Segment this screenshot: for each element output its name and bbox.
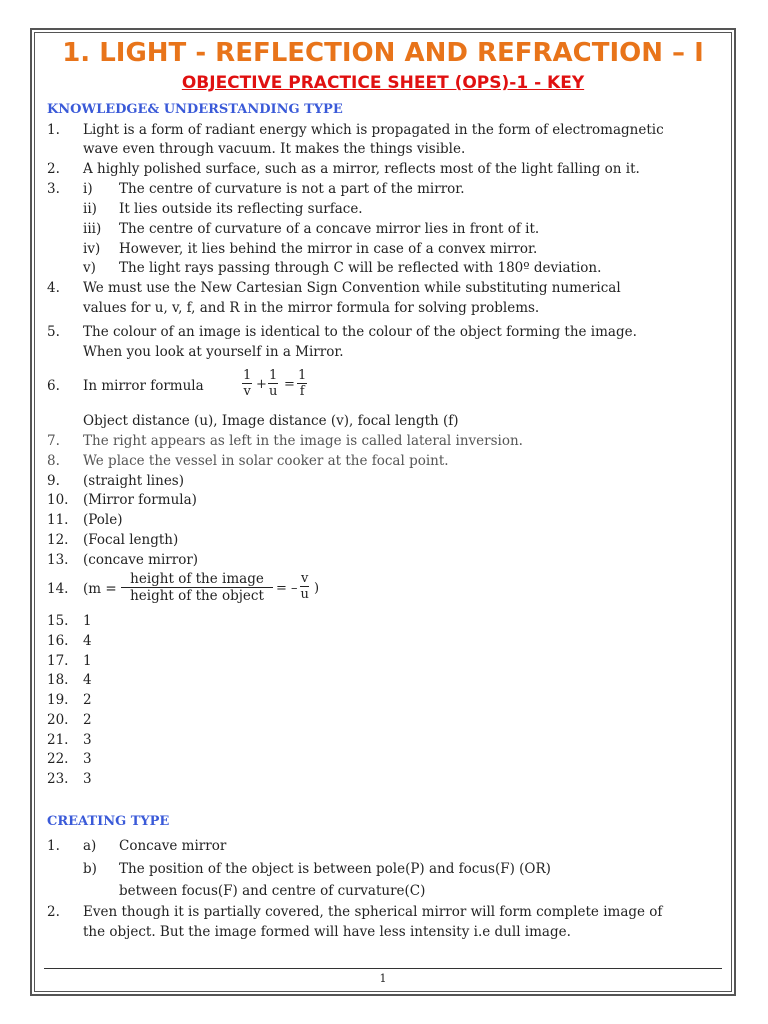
item-number: 4. xyxy=(47,280,60,296)
item-number: 18. xyxy=(47,672,69,688)
sub-item-text: However, it lies behind the mirror in case of a convex mirror. xyxy=(119,241,538,257)
sub-item-text: The position of the object is between pole(P) and focus(F) (OR) xyxy=(119,861,551,877)
sub-item-marker: iv) xyxy=(83,241,101,257)
fraction-denominator: f xyxy=(299,384,305,399)
item-text: 3 xyxy=(83,732,92,748)
item-number: 5. xyxy=(47,324,60,340)
fraction-denominator: u xyxy=(268,384,278,399)
item-text: 4 xyxy=(83,672,92,688)
item-text: the object. But the image formed will have less intensity i.e dull image. xyxy=(83,924,571,940)
formula-fraction xyxy=(242,368,252,399)
item-text: 1 xyxy=(83,613,92,629)
sub-item-marker: ii) xyxy=(83,201,97,217)
item-number: 22. xyxy=(47,751,69,767)
item-text: 1 xyxy=(83,653,92,669)
item-text: (Mirror formula) xyxy=(83,492,197,508)
item-number: 8. xyxy=(47,453,60,469)
page-subtitle: OBJECTIVE PRACTICE SHEET (OPS)-1 - KEY xyxy=(181,73,585,93)
formula-fraction xyxy=(297,368,307,399)
formula-operator: = xyxy=(284,377,295,392)
sub-item-text: The light rays passing through C will be reflected with 180º deviation. xyxy=(119,260,602,276)
page-title: 1. LIGHT - REFLECTION AND REFRACTION – I xyxy=(62,38,704,68)
item-number: 1. xyxy=(47,122,60,138)
item-text: (straight lines) xyxy=(83,473,185,489)
item-number: 11. xyxy=(47,512,69,528)
item-text: In mirror formula xyxy=(83,378,204,394)
item-text: Even though it is partially covered, the spherical mirror will form complete image of xyxy=(83,904,663,920)
item-number: 21. xyxy=(47,732,69,748)
formula-fraction xyxy=(268,368,278,399)
item-text: The colour of an image is identical to the colour of the object forming the image. xyxy=(83,324,637,340)
item-text: When you look at yourself in a Mirror. xyxy=(83,344,344,360)
item-number: 19. xyxy=(47,692,69,708)
item-number: 20. xyxy=(47,712,69,728)
formula-fraction xyxy=(300,571,309,602)
formula-operator: + xyxy=(256,377,267,392)
item-text: The right appears as left in the image is called lateral inversion. xyxy=(83,433,523,449)
item-number: 16. xyxy=(47,633,69,649)
sub-item-text: The centre of curvature is not a part of the mirror. xyxy=(119,181,465,197)
item-text: 2 xyxy=(83,712,92,728)
item-number: 3. xyxy=(47,181,60,197)
sub-item-text: It lies outside its reflecting surface. xyxy=(119,201,363,217)
item-text: A highly polished surface, such as a mirror, reflects most of the light falling on it. xyxy=(83,161,640,177)
formula-operator: = – xyxy=(276,581,298,596)
item-number: 14. xyxy=(47,581,69,597)
fraction-numerator: height of the image xyxy=(121,571,273,588)
fraction-denominator: v xyxy=(243,384,251,399)
sub-item-marker: v) xyxy=(83,260,96,276)
item-number: 7. xyxy=(47,433,60,449)
item-number: 17. xyxy=(47,653,69,669)
item-text: values for u, v, f, and R in the mirror formula for solving problems. xyxy=(83,300,540,316)
sub-item-marker: iii) xyxy=(83,221,102,237)
section-heading-creating: CREATING TYPE xyxy=(47,814,170,829)
item-text: (Pole) xyxy=(83,512,123,528)
item-number: 6. xyxy=(47,378,60,394)
item-number: 12. xyxy=(47,532,69,548)
fraction-denominator: height of the object xyxy=(130,588,264,604)
sub-item-text: between focus(F) and centre of curvature(C) xyxy=(119,883,426,899)
magnification-fraction xyxy=(121,571,273,604)
item-text: Light is a form of radiant energy which is propagated in the form of electromagnetic xyxy=(83,122,664,138)
item-number: 9. xyxy=(47,473,60,489)
formula-prefix: (m = xyxy=(83,581,117,597)
sub-item-text: Concave mirror xyxy=(119,838,227,854)
item-text: wave even through vacuum. It makes the things visible. xyxy=(83,141,466,157)
item-text: 4 xyxy=(83,633,92,649)
item-number: 13. xyxy=(47,552,69,568)
item-number: 1. xyxy=(47,838,60,854)
fraction-numerator: 1 xyxy=(298,368,307,383)
fraction-numerator: 1 xyxy=(269,368,278,383)
sub-item-marker: i) xyxy=(83,181,93,197)
item-text: 3 xyxy=(83,771,92,787)
item-number: 23. xyxy=(47,771,69,787)
item-text: 3 xyxy=(83,751,92,767)
item-text: We place the vessel in solar cooker at the focal point. xyxy=(83,453,449,469)
fraction-numerator: 1 xyxy=(243,368,252,383)
item-number: 15. xyxy=(47,613,69,629)
item-text: 2 xyxy=(83,692,92,708)
formula-suffix: ) xyxy=(314,581,320,596)
sub-item-text: The centre of curvature of a concave mirror lies in front of it. xyxy=(119,221,540,237)
item-number: 10. xyxy=(47,492,69,508)
sub-item-marker: b) xyxy=(83,861,97,877)
item-text: Object distance (u), Image distance (v), focal length (f) xyxy=(83,413,459,429)
fraction-denominator: u xyxy=(300,587,309,602)
item-text: We must use the New Cartesian Sign Convention while substituting numerical xyxy=(83,280,621,296)
footer-divider xyxy=(44,968,722,969)
fraction-numerator: v xyxy=(301,571,309,586)
item-text: (concave mirror) xyxy=(83,552,199,568)
section-heading-knowledge: KNOWLEDGE& UNDERSTANDING TYPE xyxy=(47,102,343,117)
item-number: 2. xyxy=(47,161,60,177)
item-number: 2. xyxy=(47,904,60,920)
page-number: 1 xyxy=(379,972,387,985)
sub-item-marker: a) xyxy=(83,838,97,854)
item-text: (Focal length) xyxy=(83,532,179,548)
